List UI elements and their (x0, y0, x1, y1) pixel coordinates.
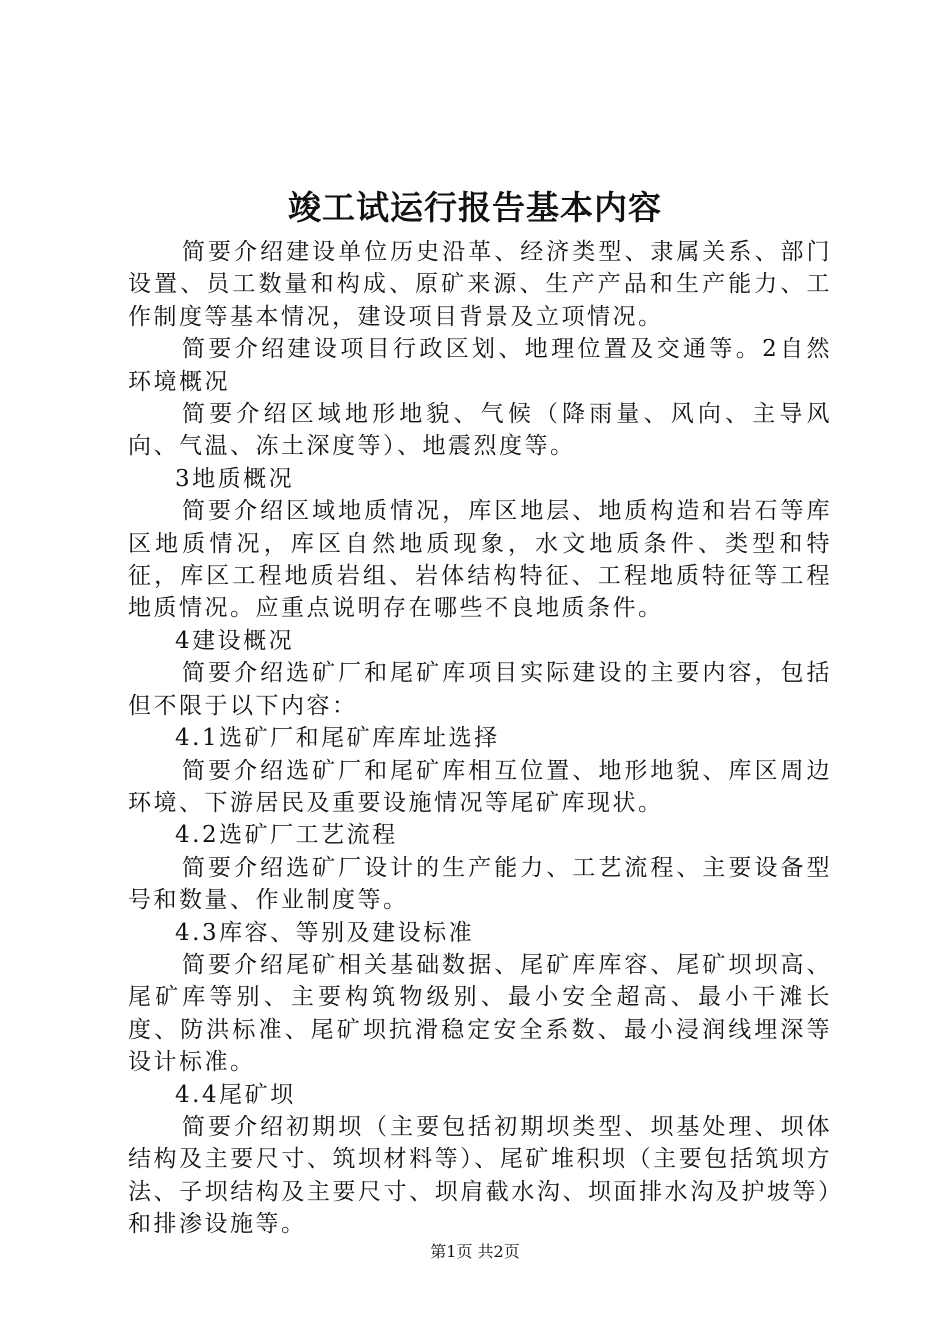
section-heading-site-selection: 4.1选矿厂和尾矿库库址选择 (175, 725, 500, 752)
section-heading-process-flow: 4.2选矿厂工艺流程 (175, 822, 398, 849)
paragraph-tailings-dam: 简要介绍初期坝（主要包括初期坝类型、坝基处理、坝体结构及主要尺寸、筑坝材料等）、尾矿堆积坝（主要包括筑坝方法、子坝结构及主要尺寸、坝肩截水沟、坝面排水沟及护坡等）和排渗设施等。 (128, 1113, 832, 1238)
paragraph-process-flow: 简要介绍选矿厂设计的生产能力、工艺流程、主要设备型号和数量、作业制度等。 (128, 854, 832, 914)
paragraph-capacity-standards: 简要介绍尾矿相关基础数据、尾矿库库容、尾矿坝坝高、尾矿库等别、主要构筑物级别、最小安全超高、最小干滩长度、防洪标准、尾矿坝抗滑稳定安全系数、最小浸润线埋深等设计标准。 (128, 951, 832, 1076)
page-number-footer: 第1页 共2页 (430, 1242, 520, 1261)
section-heading-capacity-standards: 4.3库容、等别及建设标准 (175, 919, 475, 946)
section-heading-construction: 4建设概况 (175, 627, 295, 654)
document-title: 竣工试运行报告基本内容 (288, 188, 662, 227)
paragraph-geology: 简要介绍区域地质情况，库区地层、地质构造和岩石等库区地质情况，库区自然地质现象，水文地质条件、类型和特征，库区工程地质岩组、岩体结构特征、工程地质特征等工程地质情况。应重点说明存在哪些不良地质条件。 (128, 498, 832, 622)
section-heading-tailings-dam: 4.4尾矿坝 (175, 1081, 296, 1108)
paragraph-site-selection: 简要介绍选矿厂和尾矿库相互位置、地形地貌、库区周边环境、下游居民及重要设施情况等尾矿库现状。 (128, 757, 832, 816)
document-body (128, 236, 832, 1241)
paragraph-location: 简要介绍建设项目行政区划、地理位置及交通等。2自然环境概况 (128, 336, 832, 395)
paragraph-natural-environment: 简要介绍区域地形地貌、气候（降雨量、风向、主导风向、气温、冻土深度等）、地震烈度等。 (128, 401, 832, 460)
section-heading-geology: 3地质概况 (175, 465, 295, 492)
paragraph-construction: 简要介绍选矿厂和尾矿库项目实际建设的主要内容，包括但不限于以下内容： (128, 660, 832, 719)
paragraph-company-overview: 简要介绍建设单位历史沿革、经济类型、隶属关系、部门设置、员工数量和构成、原矿来源、生产产品和生产能力、工作制度等基本情况，建设项目背景及立项情况。 (128, 239, 832, 330)
